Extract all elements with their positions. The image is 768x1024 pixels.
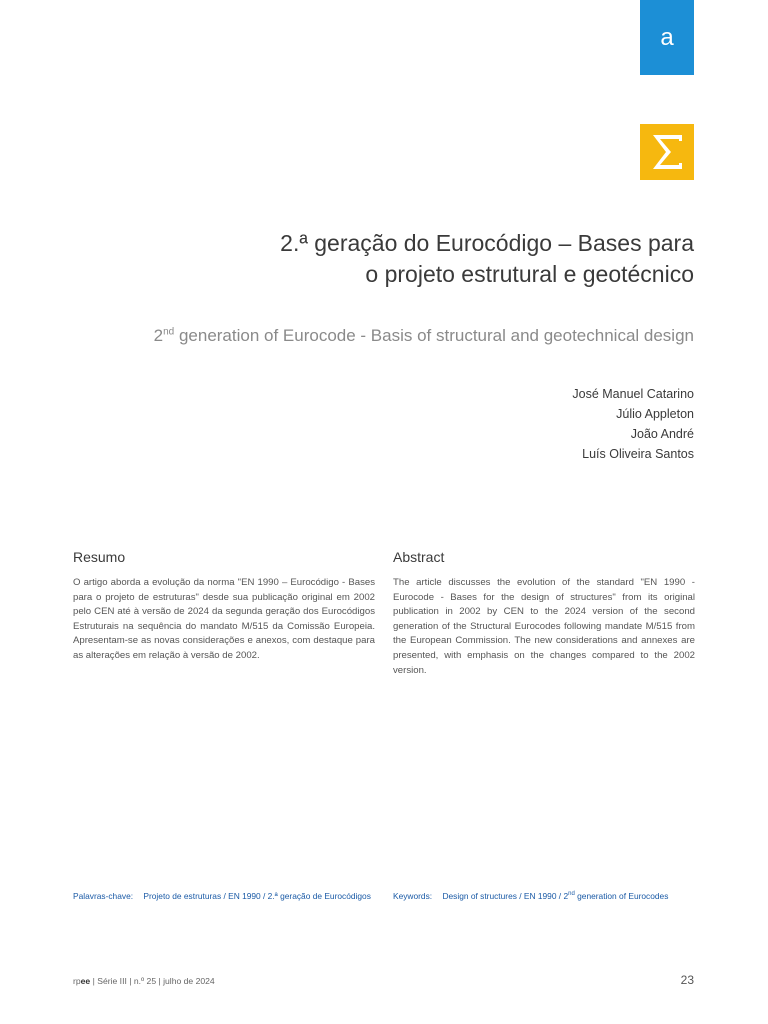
author-name: Luís Oliveira Santos: [582, 447, 694, 461]
journal-footer: [73, 976, 215, 986]
keywords-en-sup: nd: [568, 891, 575, 898]
title-line-2: o projeto estrutural e geotécnico: [365, 261, 694, 287]
abstract-text: The article discusses the evolution of the standard "EN 1990 - Eurocode - Bases for the design of structures" from its original publication in 2002 by CEN to the 2024 version of the second generation of the Structural Eurocodes following mandate M/515 from the European Commission. The new considerations and annexes are presented, with emphasis on the changes compared to the 2002 version.: [393, 577, 695, 676]
subtitle-sup: nd: [163, 326, 175, 338]
article-title: [174, 228, 694, 290]
sigma-icon: [640, 124, 694, 180]
resumo-heading: Resumo: [73, 549, 126, 565]
section-badge: [640, 0, 694, 75]
keywords-pt-value: Projeto de estruturas / EN 1990 / 2.ª geração de Eurocódigos: [143, 891, 371, 901]
sigma-glyph: [645, 130, 689, 174]
author-list: [394, 384, 694, 464]
author-name: João André: [630, 427, 694, 441]
keywords-pt: [73, 891, 371, 901]
author-name: José Manuel Catarino: [572, 387, 694, 401]
title-line-1: 2.ª geração do Eurocódigo – Bases para: [280, 230, 694, 256]
subtitle-rest: generation of Eurocode - Basis of structural and geotechnical design: [174, 326, 694, 345]
keywords-en-prefix: Design of structures / EN 1990 / 2: [442, 891, 569, 901]
subtitle-prefix: 2: [153, 326, 164, 345]
page-number: 23: [680, 973, 694, 987]
keywords-pt-label: Palavras-chave:: [73, 891, 134, 901]
footer-brand-bold: ee: [80, 976, 91, 986]
footer-brand-light: rp: [73, 976, 81, 986]
keywords-en: [393, 891, 668, 901]
keywords-en-label: Keywords:: [393, 891, 433, 901]
author-name: Júlio Appleton: [616, 407, 694, 421]
section-badge-label: a: [660, 23, 674, 51]
abstract-heading: Abstract: [393, 549, 445, 565]
footer-issue-info: | Série III | n.º 25 | julho de 2024: [90, 976, 215, 986]
resumo-text: O artigo aborda a evolução da norma "EN 1990 – Eurocódigo - Bases para o projeto de estruturas" desde sua publicação original em 2002 pelo CEN até à versão de 2024 da segunda geração dos Eurocódigos Estruturais na sequência do mandato M/515 da Comissão Europeia. Apresentam-se as novas considerações e anexos, com destaque para as alterações em relação à versão de 2002.: [73, 577, 375, 661]
article-subtitle: [74, 326, 694, 346]
keywords-en-suffix: generation of Eurocodes: [574, 891, 669, 901]
